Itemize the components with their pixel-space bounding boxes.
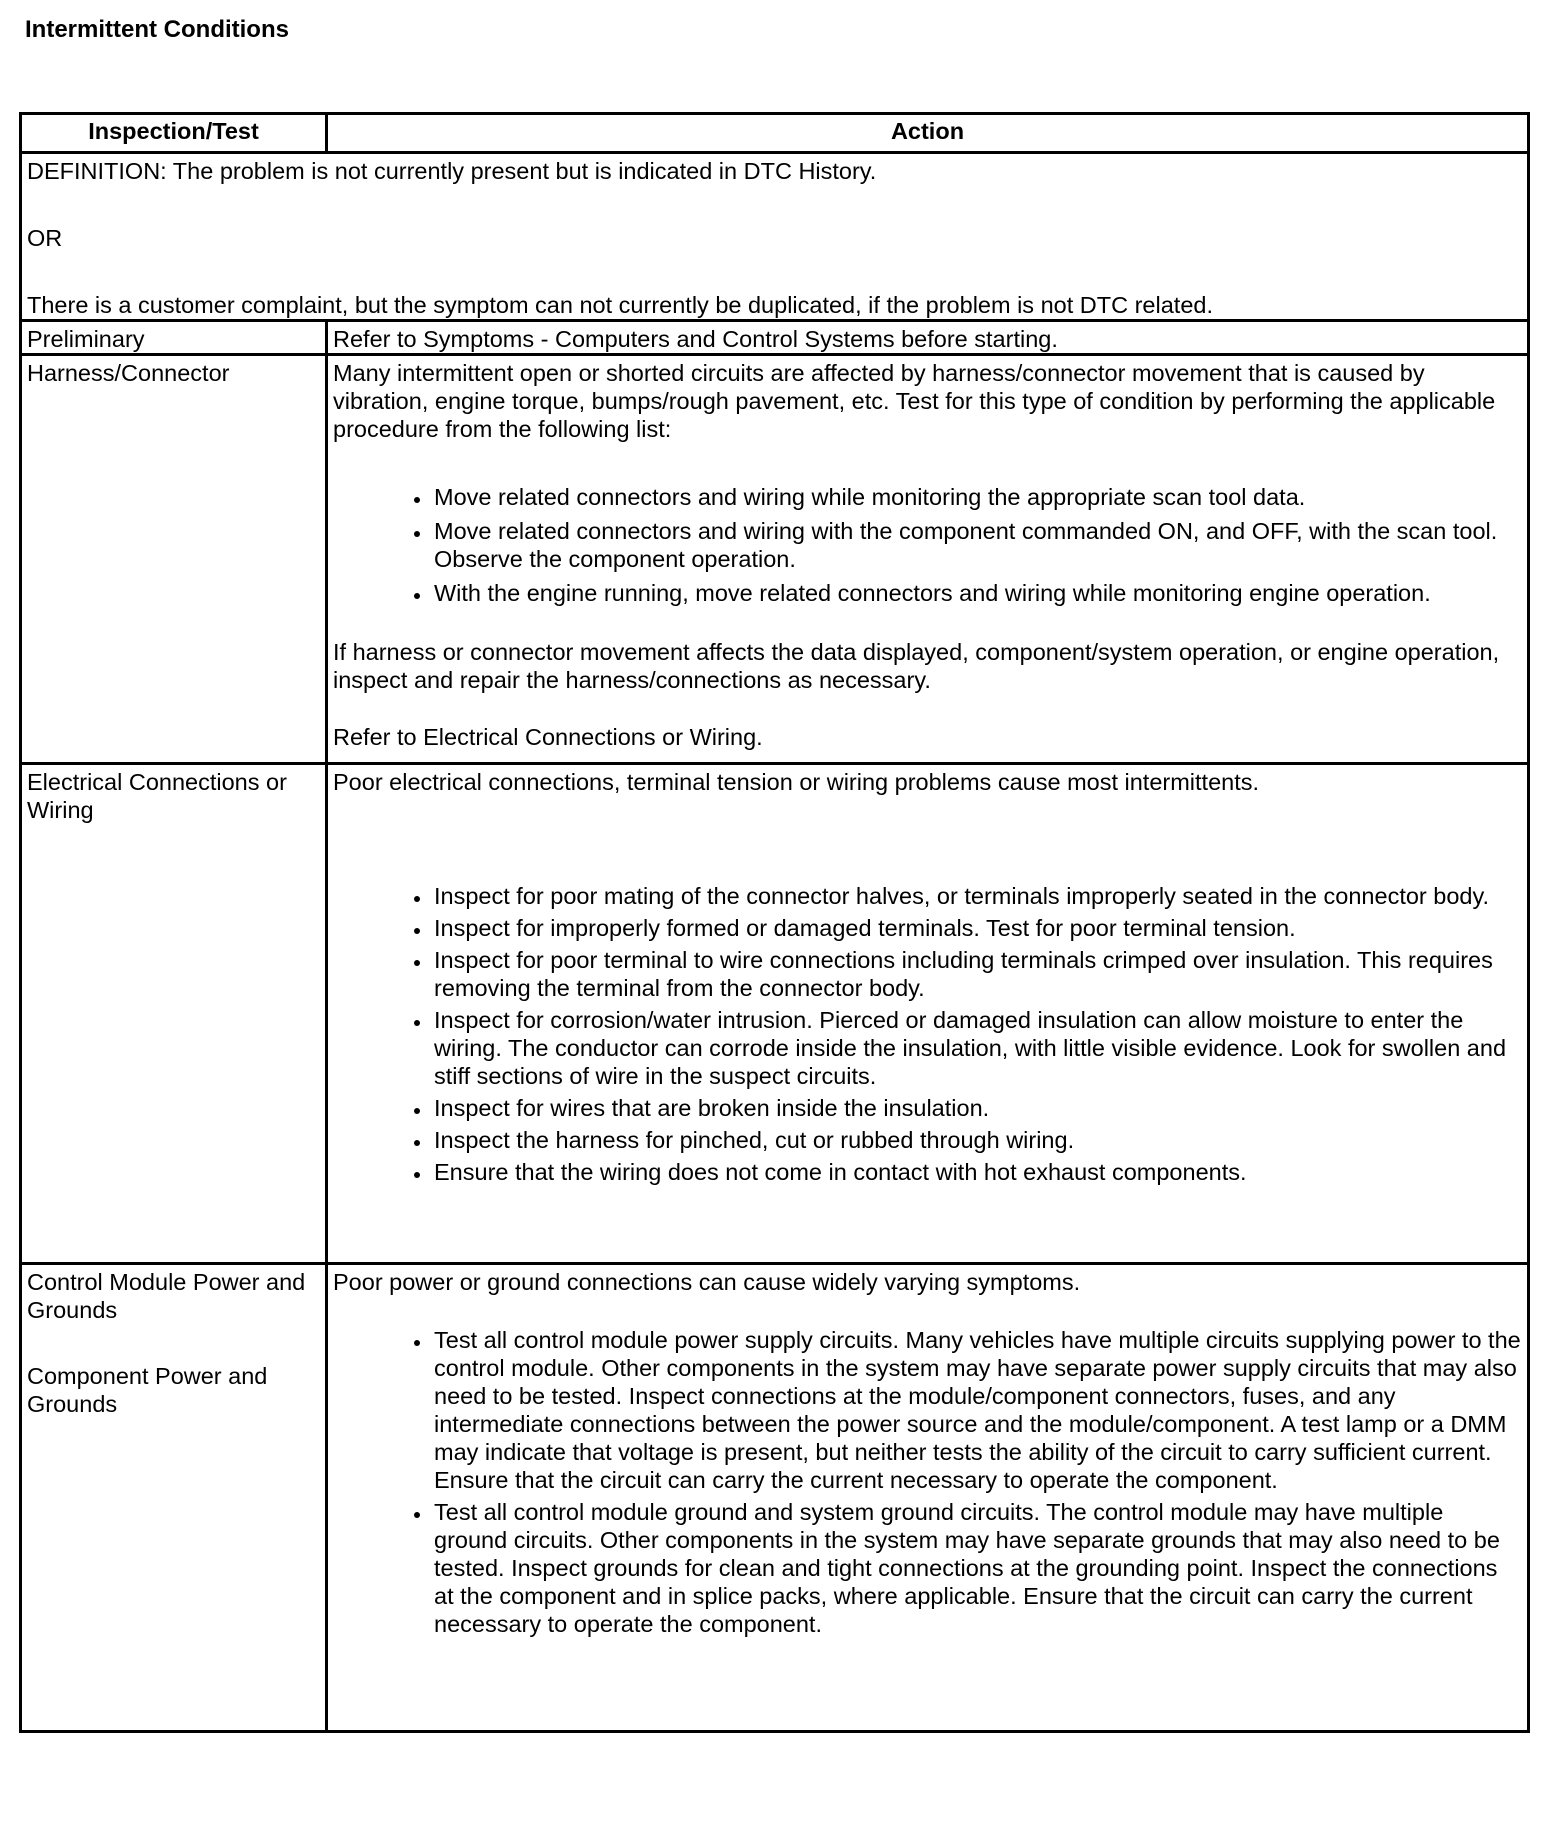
- header-inspection-test: Inspection/Test: [21, 114, 327, 153]
- harness-intro: Many intermittent open or shorted circuits are affected by harness/connector movement that is caused by vibration, engine torque, bumps/rough pavement, etc. Test for this type of condition by performing the applicable procedure from the following list:: [333, 360, 1496, 442]
- list-item: • Ensure that the wiring does not come in contact with hot exhaust components.: [432, 1158, 1522, 1186]
- header-action: Action: [327, 114, 1529, 153]
- table-row: [21, 321, 1529, 355]
- list-item: • Inspect for poor mating of the connector halves, or terminals improperly seated in the connector body.: [432, 882, 1522, 910]
- table-row: [21, 764, 1529, 1264]
- list-item: • Inspect for wires that are broken inside the insulation.: [432, 1094, 1522, 1122]
- list-item: • Move related connectors and wiring while monitoring the appropriate scan tool data.: [432, 483, 1522, 511]
- page-title: Intermittent Conditions: [25, 16, 289, 43]
- list-item: • Inspect for corrosion/water intrusion. Pierced or damaged insulation can allow moisture to enter the wiring. The conductor can corrode inside the insulation, with little visible evidence. Look for swollen and stiff sections of wire in the suspect circuits.: [432, 1006, 1522, 1090]
- definition-cell: [21, 153, 1529, 321]
- definition-complaint: There is a customer complaint, but the symptom can not currently be duplicated, if the problem is not DTC related.: [27, 292, 1213, 318]
- harness-after: If harness or connector movement affects the data displayed, component/system operation, or engine operation, inspect and repair the harness/connections as necessary.: [333, 639, 1500, 693]
- intermittent-conditions-table: [19, 112, 1530, 1733]
- harness-action: [327, 355, 1529, 764]
- harness-bullet-list: [333, 483, 1522, 607]
- electrical-bullet-list: [333, 882, 1522, 1186]
- header-row: [21, 114, 1529, 153]
- definition-text: DEFINITION: The problem is not currently present but is indicated in DTC History.: [27, 158, 877, 184]
- list-item: • Inspect for improperly formed or damaged terminals. Test for poor terminal tension.: [432, 914, 1522, 942]
- preliminary-action: Refer to Symptoms - Computers and Control Systems before starting.: [327, 321, 1529, 355]
- preliminary-label: Preliminary: [21, 321, 327, 355]
- table-row: [21, 355, 1529, 764]
- power-label-cell: [21, 1264, 327, 1732]
- power-bullet-list: [333, 1326, 1522, 1638]
- table-row: [21, 1264, 1529, 1732]
- definition-or: OR: [27, 225, 63, 251]
- electrical-intro: Poor electrical connections, terminal tension or wiring problems cause most intermittents.: [333, 769, 1260, 795]
- power-label-control-module: Control Module Power and Grounds: [27, 1269, 306, 1323]
- list-item: • Move related connectors and wiring with the component commanded ON, and OFF, with the scan tool. Observe the component operation.: [432, 517, 1522, 573]
- list-item: • With the engine running, move related connectors and wiring while monitoring engine operation.: [432, 579, 1522, 607]
- power-intro: Poor power or ground connections can cause widely varying symptoms.: [333, 1269, 1081, 1295]
- harness-refer: Refer to Electrical Connections or Wiring.: [333, 724, 763, 750]
- electrical-action: [327, 764, 1529, 1264]
- list-item: • Inspect the harness for pinched, cut or rubbed through wiring.: [432, 1126, 1522, 1154]
- electrical-label: Electrical Connections or Wiring: [21, 764, 327, 1264]
- power-label-component: Component Power and Grounds: [27, 1363, 268, 1417]
- list-item: • Test all control module ground and system ground circuits. The control module may have multiple ground circuits. Other components in the system may have separate grounds that may also need to be tested. Inspect grounds for clean and tight connections at the grounding point. Inspect the connections at the component and in splice packs, where applicable. Ensure that the circuit can carry the current necessary to operate the component.: [432, 1498, 1522, 1638]
- power-action: [327, 1264, 1529, 1732]
- definition-row: [21, 153, 1529, 321]
- harness-label: Harness/Connector: [21, 355, 327, 764]
- list-item: • Inspect for poor terminal to wire connections including terminals crimped over insulation. This requires removing the terminal from the connector body.: [432, 946, 1522, 1002]
- list-item: • Test all control module power supply circuits. Many vehicles have multiple circuits supplying power to the control module. Other components in the system may have separate power supply circuits that may also need to be tested. Inspect connections at the module/component connectors, fuses, and any intermediate connections between the power source and the module/component. A test lamp or a DMM may indicate that voltage is present, but neither tests the ability of the circuit to carry sufficient current. Ensure that the circuit can carry the current necessary to operate the component.: [432, 1326, 1522, 1494]
